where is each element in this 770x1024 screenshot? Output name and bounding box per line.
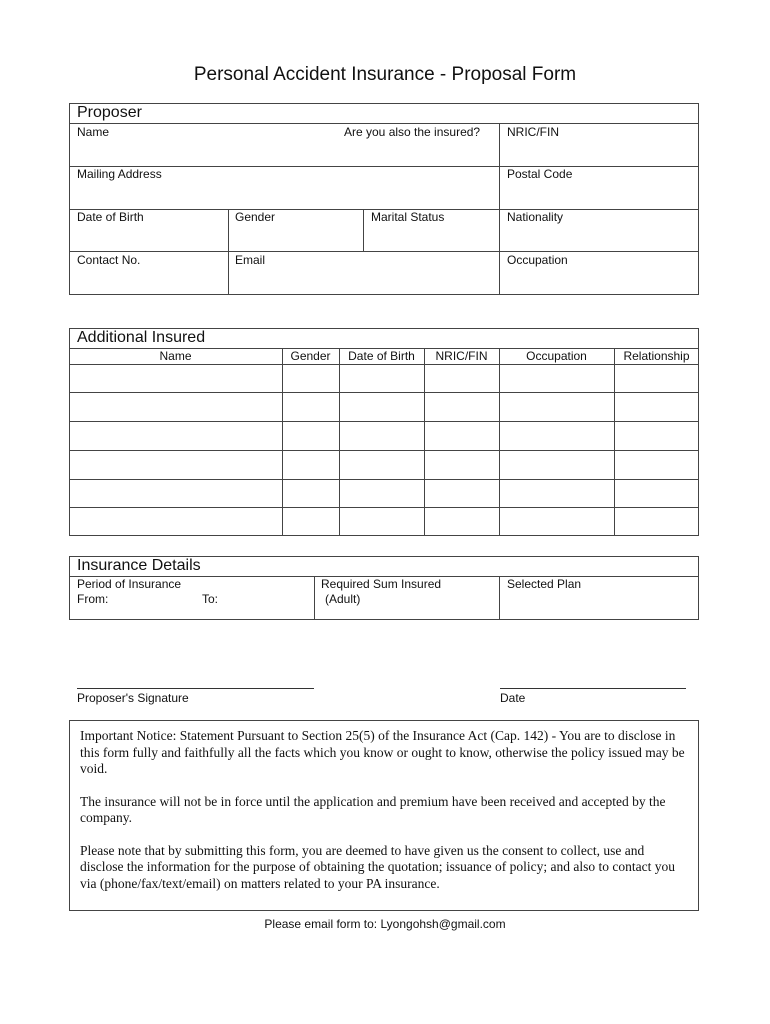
contact-no-field[interactable]	[70, 269, 227, 294]
signature-line[interactable]	[77, 688, 314, 689]
selected-plan-label: Selected Plan	[507, 577, 582, 591]
occupation-label: Occupation	[507, 253, 568, 267]
nric-label: NRIC/FIN	[507, 125, 559, 139]
column-header-gender: Gender	[290, 349, 331, 363]
selected-plan-field[interactable]	[500, 593, 698, 619]
name-label: Name	[77, 125, 110, 139]
dob-field[interactable]	[70, 226, 227, 250]
table-row[interactable]	[70, 365, 698, 391]
gender-field[interactable]	[229, 226, 362, 250]
column-header-name: Name	[159, 349, 192, 363]
sum-adult-label: (Adult)	[325, 592, 361, 606]
table-row[interactable]	[70, 393, 698, 420]
nationality-field[interactable]	[500, 226, 698, 250]
contact-no-label: Contact No.	[77, 253, 141, 267]
email-label: Email	[235, 253, 266, 267]
table-row[interactable]	[70, 508, 698, 535]
table-row[interactable]	[70, 480, 698, 506]
mailing-address-label: Mailing Address	[77, 167, 162, 181]
insurance-details-heading: Insurance Details	[77, 557, 201, 574]
sum-insured-field[interactable]	[315, 607, 498, 619]
also-insured-label: Are you also the insured?	[344, 125, 481, 139]
period-label: Period of Insurance	[77, 577, 182, 591]
name-field[interactable]	[70, 141, 498, 165]
gender-label: Gender	[235, 210, 276, 224]
additional-insured-heading: Additional Insured	[77, 329, 206, 346]
to-label: To:	[202, 592, 219, 606]
email-field[interactable]	[229, 269, 498, 294]
date-line[interactable]	[500, 688, 686, 689]
email-instruction: Please email form to: Lyongohsh@gmail.com	[264, 917, 506, 931]
postal-code-label: Postal Code	[507, 167, 573, 181]
page-title: Personal Accident Insurance - Proposal Form	[193, 64, 577, 85]
notice-paragraph-1: Important Notice: Statement Pursuant to Section 25(5) of the Insurance Act (Cap. 142) - You are to disclose in this form fully and faithfully all the facts which you know or ought to know, otherwise the policy issued may be void.	[80, 728, 685, 776]
notice-paragraph-2: The insurance will not be in force until the application and premium have been received and accepted by the company.	[80, 793, 666, 825]
postal-code-field[interactable]	[500, 183, 698, 208]
table-row[interactable]	[70, 422, 698, 449]
important-notice	[80, 728, 688, 908]
to-field[interactable]	[222, 591, 312, 617]
proposer-heading: Proposer	[77, 104, 142, 121]
table-row[interactable]	[70, 451, 698, 478]
column-header-nric: NRIC/FIN	[435, 349, 488, 363]
notice-paragraph-3: Please note that by submitting this form, you are deemed to have given us the consent to collect, use and disclose the information for the purpose of obtaining the quotation; issuance of policy; and also to contact you via (phone/fax/text/email) on matters related to your PA insurance.	[80, 842, 675, 891]
dob-label: Date of Birth	[77, 210, 144, 224]
sum-insured-label: Required Sum Insured	[321, 577, 442, 591]
occupation-field[interactable]	[500, 269, 698, 294]
from-field[interactable]	[112, 591, 198, 617]
date-label: Date	[500, 691, 526, 705]
column-header-dob: Date of Birth	[348, 349, 415, 363]
from-label: From:	[77, 592, 109, 606]
column-header-relationship: Relationship	[623, 349, 690, 363]
nric-field[interactable]	[500, 141, 698, 165]
marital-status-field[interactable]	[364, 226, 498, 250]
column-header-occupation: Occupation	[526, 349, 587, 363]
mailing-address-field[interactable]	[70, 183, 498, 208]
signature-label: Proposer's Signature	[77, 691, 189, 705]
nationality-label: Nationality	[507, 210, 564, 224]
marital-status-label: Marital Status	[371, 210, 445, 224]
